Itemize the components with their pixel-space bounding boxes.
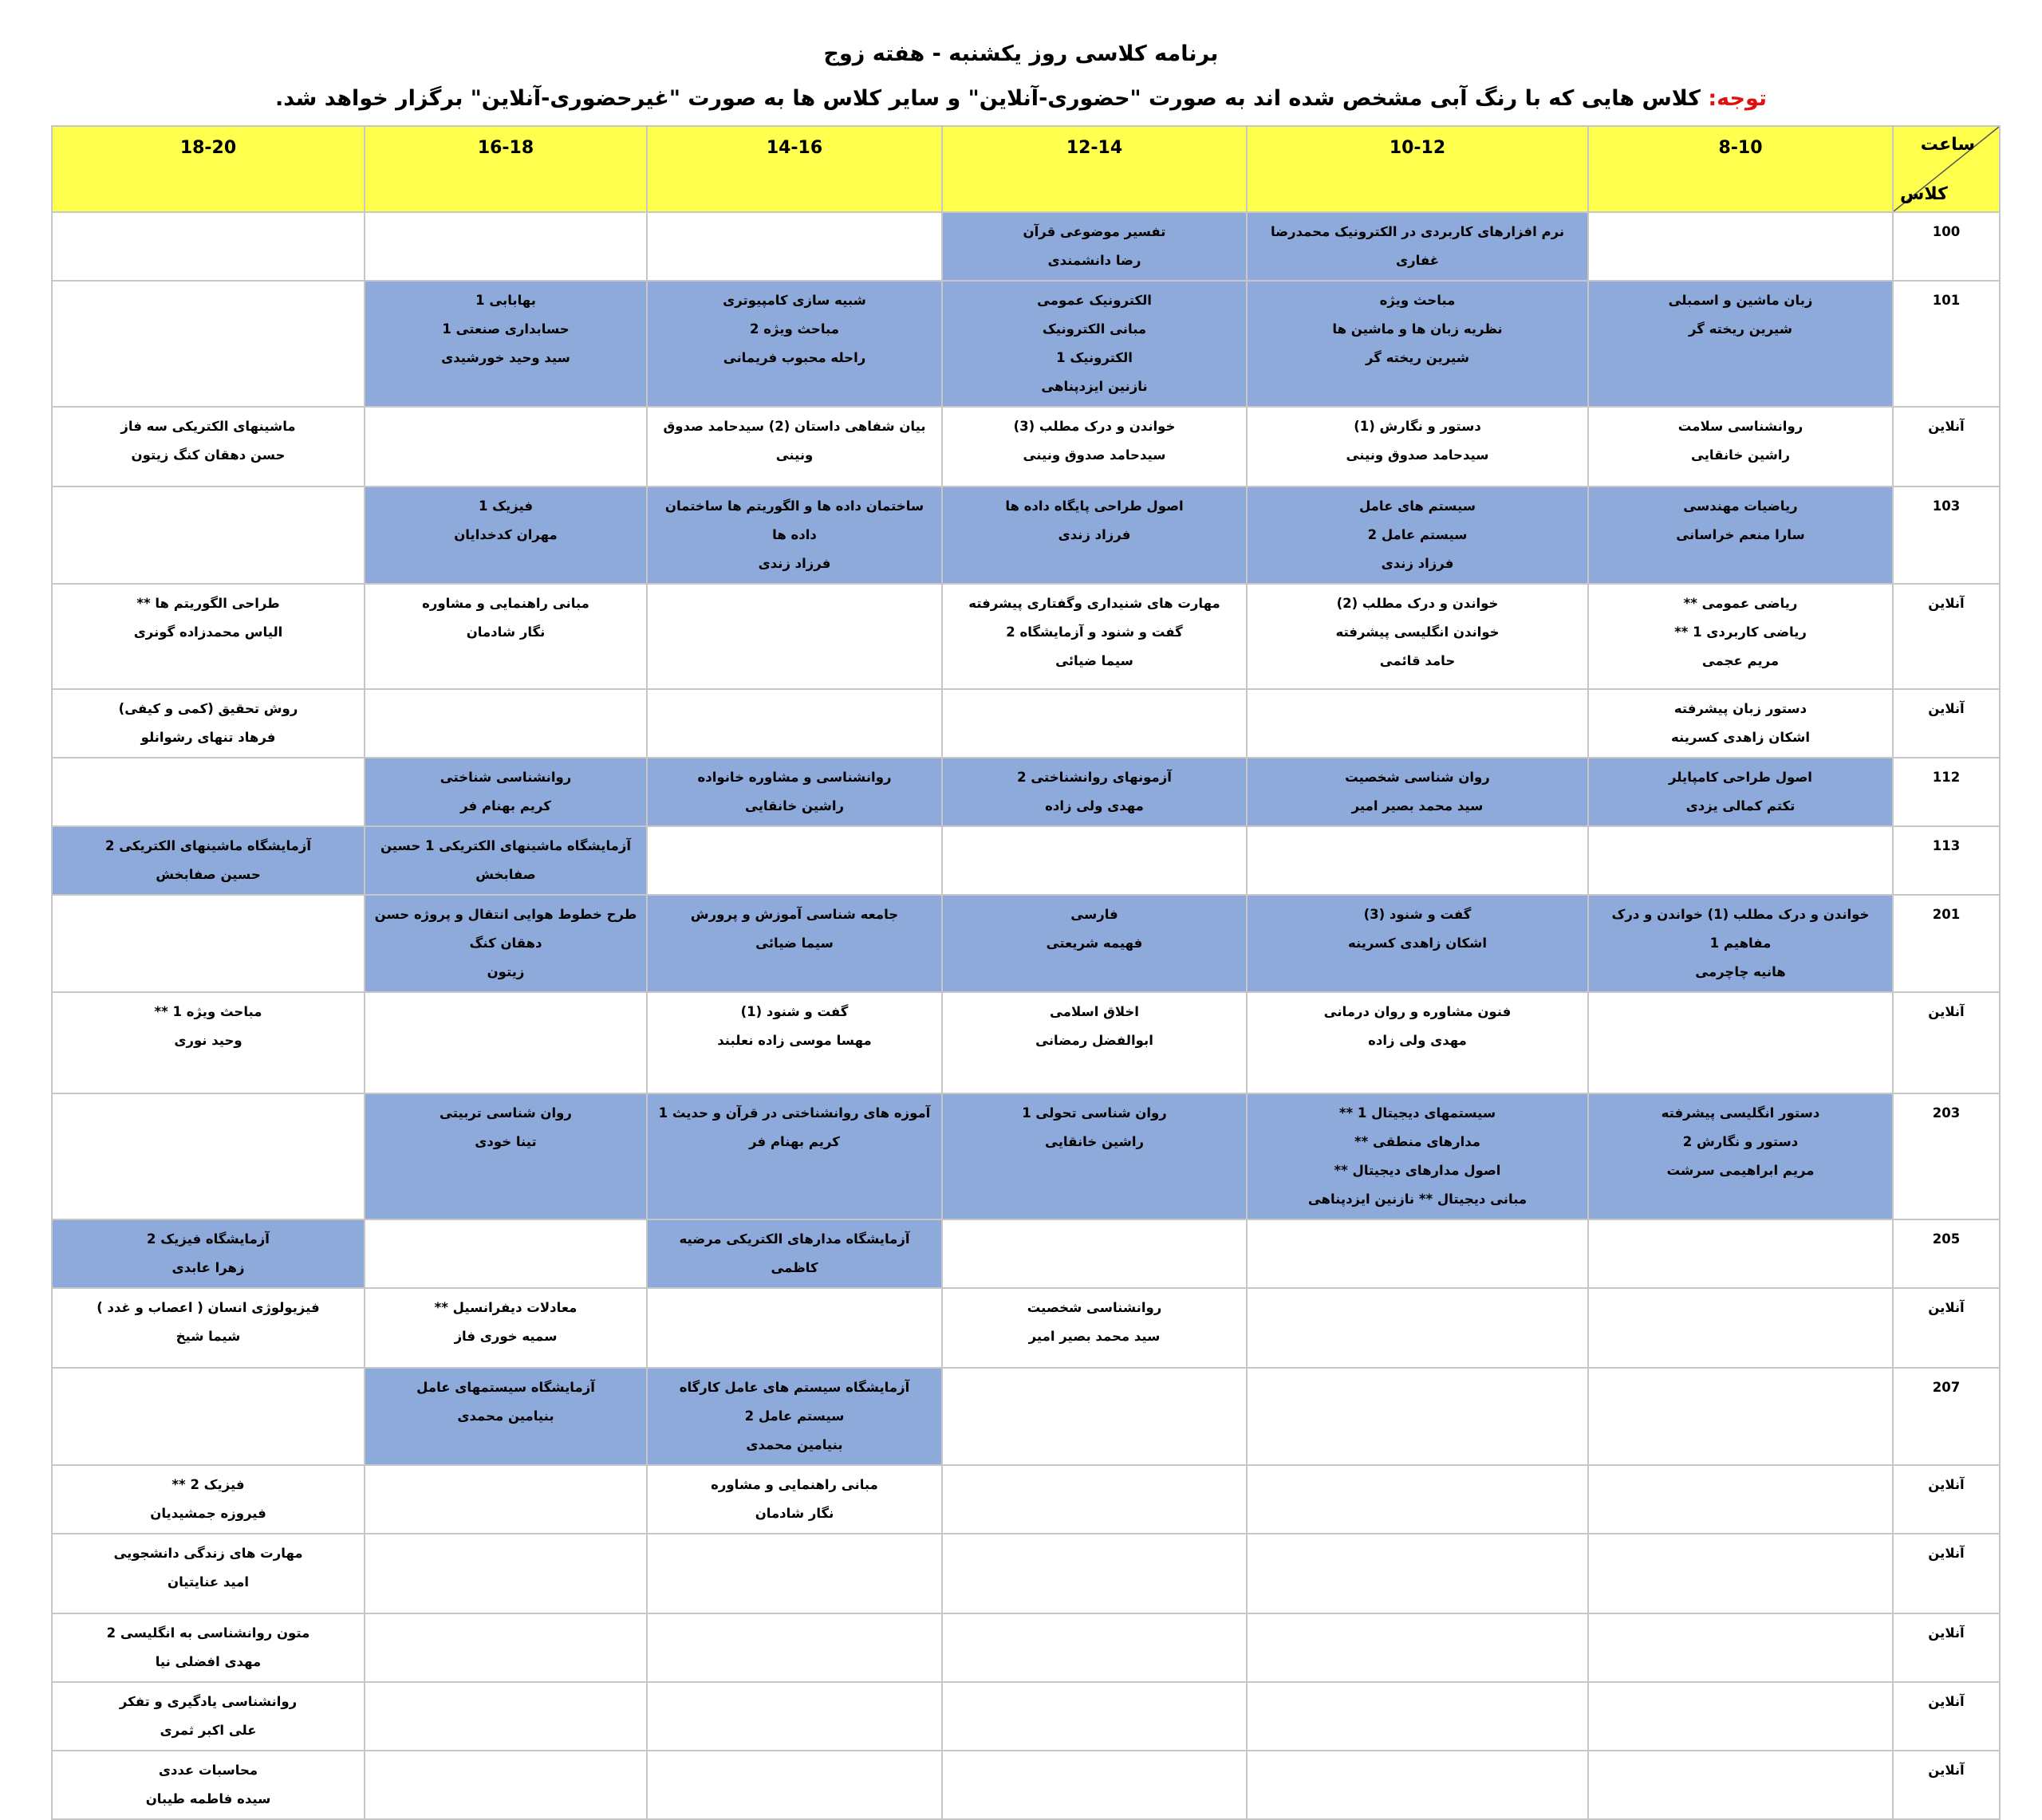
instructor-line: حسن دهقان کنگ زیتون bbox=[131, 447, 286, 463]
course-line: گفت و شنود و آزمایشگاه 2 bbox=[1006, 624, 1183, 640]
class-cell bbox=[647, 1368, 942, 1465]
course-line: اخلاق اسلامی bbox=[1050, 1004, 1139, 1019]
class-cell bbox=[365, 1465, 647, 1534]
class-cell bbox=[647, 689, 942, 758]
class-cell bbox=[1247, 1368, 1588, 1465]
instructor-line: سمیه خوری فاز bbox=[454, 1329, 558, 1344]
class-cell bbox=[365, 1751, 647, 1819]
course-line: آزمایشگاه ماشینهای الکتریکی 2 bbox=[104, 838, 312, 853]
instructor-line: فهیمه شریعتی bbox=[1046, 936, 1143, 951]
course-line: فیزیولوژی انسان ( اعصاب و غدد ) bbox=[97, 1300, 320, 1315]
instructor-line: شیما شیخ bbox=[175, 1329, 241, 1344]
course-line: روانشناسی و مشاوره خانواده bbox=[697, 770, 892, 785]
instructor-line: نگار شادمان bbox=[755, 1506, 834, 1521]
class-cell bbox=[52, 1093, 365, 1219]
class-cell bbox=[52, 689, 365, 758]
class-cell bbox=[647, 1465, 942, 1534]
class-cell bbox=[52, 1534, 365, 1613]
course-line: شبیه سازی کامپیوتری bbox=[723, 293, 866, 308]
class-cell bbox=[1247, 689, 1588, 758]
slot-header: 16-18 bbox=[365, 126, 647, 212]
room-label: آنلاین bbox=[1893, 1288, 2000, 1368]
course-line: فیزیک 2 ** bbox=[171, 1477, 245, 1492]
room-label: 205 bbox=[1893, 1219, 2000, 1288]
course-line: روان شناسی تربیتی bbox=[440, 1105, 572, 1121]
class-cell bbox=[1588, 1613, 1893, 1682]
course-line: اصول مدارهای دیجیتال ** bbox=[1334, 1163, 1501, 1178]
room-label: آنلاین bbox=[1893, 689, 2000, 758]
instructor-line: سیدحامد صدوق ونینی bbox=[1023, 447, 1166, 463]
instructor-line: سارا منعم خراسانی bbox=[1676, 527, 1805, 542]
class-cell bbox=[942, 1368, 1247, 1465]
class-cell bbox=[942, 584, 1247, 689]
schedule-row bbox=[52, 487, 2000, 584]
slot-header: 10-12 bbox=[1247, 126, 1588, 212]
schedule-row bbox=[52, 689, 2000, 758]
instructor-line: مبانی دیجیتال ** نازنین ایزدپناهی bbox=[1307, 1192, 1528, 1207]
instructor-line: اشکان زاهدی کسرینه bbox=[1347, 936, 1488, 951]
room-label: آنلاین bbox=[1893, 407, 2000, 487]
class-cell bbox=[1588, 1288, 1893, 1368]
class-cell bbox=[1247, 584, 1588, 689]
instructor-line: سید محمد بصیر امیر bbox=[1028, 1329, 1161, 1344]
class-cell bbox=[1588, 826, 1893, 895]
instructor-line: شیرین ریخته گر bbox=[1689, 321, 1792, 337]
slot-header: 12-14 bbox=[942, 126, 1247, 212]
class-cell bbox=[1588, 1368, 1893, 1465]
instructor-line: مریم ابراهیمی سرشت bbox=[1666, 1163, 1815, 1178]
course-line: فنون مشاوره و روان درمانی bbox=[1323, 1004, 1512, 1019]
class-cell bbox=[942, 1093, 1247, 1219]
course-line: طرح خطوط هوایی انتقال و پروژه حسن دهقان کنگ bbox=[374, 907, 637, 951]
class-cell bbox=[365, 407, 647, 487]
class-cell bbox=[1588, 895, 1893, 992]
header-row bbox=[52, 126, 2000, 212]
class-cell bbox=[365, 584, 647, 689]
class-cell bbox=[365, 1288, 647, 1368]
course-line: سیستمهای دیجیتال 1 ** bbox=[1338, 1105, 1496, 1121]
class-cell bbox=[365, 1368, 647, 1465]
schedule-row bbox=[52, 1465, 2000, 1534]
class-cell bbox=[647, 1613, 942, 1682]
class-cell bbox=[52, 212, 365, 281]
class-cell bbox=[1588, 758, 1893, 826]
schedule-row bbox=[52, 1368, 2000, 1465]
instructor-line: شیرین ریخته گر bbox=[1366, 350, 1469, 365]
course-line: محاسبات عددی bbox=[158, 1763, 258, 1778]
class-cell bbox=[647, 584, 942, 689]
course-line: آزمایشگاه ماشینهای الکتریکی 1 حسین صفابخش bbox=[380, 838, 632, 882]
room-label: 113 bbox=[1893, 826, 2000, 895]
instructor-line: فرزاد زندی bbox=[758, 556, 831, 571]
class-cell bbox=[365, 758, 647, 826]
instructor-line: راشین خانقایی bbox=[1045, 1134, 1144, 1149]
course-line: سیستم های عامل bbox=[1358, 498, 1476, 514]
class-cell bbox=[52, 1368, 365, 1465]
course-line: روانشناسی شخصیت bbox=[1027, 1300, 1162, 1315]
course-line: اصول طراحی کامپایلر bbox=[1669, 770, 1812, 785]
schedule-row bbox=[52, 1751, 2000, 1819]
course-line: الکترونیک عمومی bbox=[1037, 293, 1152, 308]
room-label: 100 bbox=[1893, 212, 2000, 281]
corner-hour-label: ساعت bbox=[1920, 135, 1975, 155]
class-cell bbox=[647, 1219, 942, 1288]
class-cell bbox=[1588, 1682, 1893, 1751]
instructor-line: رضا دانشمندی bbox=[1047, 253, 1141, 268]
class-cell bbox=[942, 1613, 1247, 1682]
course-line: ریاضیات مهندسی bbox=[1683, 498, 1798, 514]
course-line: نرم افزارهای کاربردی در الکترونیک محمدرضا غفاری bbox=[1270, 224, 1565, 268]
course-line: آزمایشگاه سیستمهای عامل bbox=[416, 1380, 595, 1395]
instructor-line: نگار شادمان bbox=[466, 624, 546, 640]
class-cell bbox=[942, 487, 1247, 584]
class-cell bbox=[365, 992, 647, 1093]
class-cell bbox=[942, 407, 1247, 487]
course-line: ماشینهای الکتریکی سه فاز bbox=[120, 419, 296, 434]
course-line: آزمایشگاه فیزیک 2 bbox=[147, 1231, 270, 1247]
class-cell bbox=[1588, 1093, 1893, 1219]
class-cell bbox=[647, 407, 942, 487]
instructor-line: کریم بهنام فر bbox=[460, 798, 551, 813]
class-cell bbox=[52, 895, 365, 992]
class-cell bbox=[942, 1465, 1247, 1534]
instructor-line: فرزاد زندی bbox=[1381, 556, 1454, 571]
class-cell bbox=[1247, 1465, 1588, 1534]
class-cell bbox=[942, 1219, 1247, 1288]
instructor-line: بنیامین محمدی bbox=[746, 1437, 843, 1452]
class-cell bbox=[1247, 826, 1588, 895]
schedule-row bbox=[52, 1288, 2000, 1368]
room-label: آنلاین bbox=[1893, 1534, 2000, 1613]
room-label: آنلاین bbox=[1893, 584, 2000, 689]
class-cell bbox=[1247, 407, 1588, 487]
schedule-row bbox=[52, 407, 2000, 487]
course-line: گفت و شنود (3) bbox=[1363, 907, 1472, 922]
corner-header bbox=[1893, 126, 2000, 212]
class-cell bbox=[1588, 407, 1893, 487]
instructor-line: سیدحامد صدوق ونینی bbox=[1346, 447, 1489, 463]
schedule-row bbox=[52, 895, 2000, 992]
class-cell bbox=[647, 992, 942, 1093]
room-label: آنلاین bbox=[1893, 1682, 2000, 1751]
instructor-line: سید وحید خورشیدی bbox=[441, 350, 570, 365]
class-cell bbox=[942, 689, 1247, 758]
class-cell bbox=[1247, 1534, 1588, 1613]
schedule-row bbox=[52, 212, 2000, 281]
course-line: روان شناسی شخصیت bbox=[1345, 770, 1490, 785]
class-cell bbox=[942, 992, 1247, 1093]
class-cell bbox=[52, 281, 365, 407]
class-cell bbox=[1588, 1219, 1893, 1288]
course-line: مبانی راهنمایی و مشاوره bbox=[422, 596, 589, 611]
class-cell bbox=[942, 281, 1247, 407]
course-line: مباحث ویژه 1 ** bbox=[154, 1004, 262, 1019]
notice-line bbox=[0, 86, 2042, 111]
class-cell bbox=[647, 212, 942, 281]
class-cell bbox=[1588, 1534, 1893, 1613]
class-cell bbox=[1247, 1682, 1588, 1751]
class-cell bbox=[1588, 689, 1893, 758]
room-label: 201 bbox=[1893, 895, 2000, 992]
schedule-row bbox=[52, 1682, 2000, 1751]
class-cell bbox=[647, 826, 942, 895]
room-label: 101 bbox=[1893, 281, 2000, 407]
class-cell bbox=[365, 1219, 647, 1288]
course-line: خواندن انگلیسی پیشرفته bbox=[1335, 624, 1500, 640]
schedule-row bbox=[52, 584, 2000, 689]
course-line: بیان شفاهی داستان (2) سیدحامد صدوق ونینی bbox=[663, 419, 926, 463]
course-line: آزمایشگاه مدارهای الکتریکی مرضیه کاظمی bbox=[679, 1231, 910, 1275]
class-cell bbox=[1247, 1613, 1588, 1682]
class-cell bbox=[365, 281, 647, 407]
class-cell bbox=[365, 1093, 647, 1219]
class-cell bbox=[52, 992, 365, 1093]
class-cell bbox=[647, 895, 942, 992]
course-line: روانشناسی شناختی bbox=[440, 770, 572, 785]
class-cell bbox=[52, 1613, 365, 1682]
class-cell bbox=[942, 212, 1247, 281]
notice-label: توجه: bbox=[1708, 86, 1768, 111]
class-cell bbox=[365, 689, 647, 758]
instructor-line: فرزاد زندی bbox=[1058, 527, 1131, 542]
class-cell bbox=[647, 281, 942, 407]
room-label: 207 bbox=[1893, 1368, 2000, 1465]
schedule-row bbox=[52, 1534, 2000, 1613]
class-cell bbox=[1247, 895, 1588, 992]
schedule-row bbox=[52, 992, 2000, 1093]
notice-text: کلاس هایی که با رنگ آبی مشخص شده اند به صورت "حضوری-آنلاین" و سایر کلاس ها به صورت "غیرحضوری-آنلاین" برگزار خواهد شد. bbox=[274, 86, 1709, 111]
course-line: دستور و نگارش 2 bbox=[1682, 1134, 1799, 1149]
instructor-line: بنیامین محمدی bbox=[457, 1408, 554, 1424]
slot-header: 8-10 bbox=[1588, 126, 1893, 212]
class-cell bbox=[52, 826, 365, 895]
slot-header: 18-20 bbox=[52, 126, 365, 212]
room-label: آنلاین bbox=[1893, 992, 2000, 1093]
class-cell bbox=[52, 584, 365, 689]
instructor-line: راشین خانقایی bbox=[1691, 447, 1790, 463]
course-line: آزمایشگاه سیستم های عامل کارگاه سیستم عامل 2 bbox=[679, 1380, 910, 1424]
class-cell bbox=[942, 1682, 1247, 1751]
class-cell bbox=[1247, 758, 1588, 826]
course-line: خواندن و درک مطلب (1) خواندن و درک مفاهیم 1 bbox=[1611, 907, 1870, 951]
class-cell bbox=[1247, 1093, 1588, 1219]
schedule-table bbox=[51, 125, 2001, 1820]
course-line: تفسیر موضوعی قرآن bbox=[1023, 224, 1166, 239]
course-line: نظریه زبان ها و ماشین ها bbox=[1332, 321, 1503, 337]
course-line: معادلات دیفرانسیل ** bbox=[434, 1300, 578, 1315]
course-line: الکترونیک 1 bbox=[1056, 350, 1133, 365]
room-label: آنلاین bbox=[1893, 1751, 2000, 1819]
room-label: 103 bbox=[1893, 487, 2000, 584]
course-line: آزمونهای روانشناختی 2 bbox=[1017, 770, 1172, 785]
course-line: دستور انگلیسی پیشرفته bbox=[1661, 1105, 1820, 1121]
instructor-line: وحید نوری bbox=[174, 1033, 242, 1048]
course-line: سیستم عامل 2 bbox=[1367, 527, 1468, 542]
class-cell bbox=[942, 826, 1247, 895]
class-cell bbox=[1247, 1219, 1588, 1288]
class-cell bbox=[365, 1534, 647, 1613]
class-cell bbox=[52, 1219, 365, 1288]
class-cell bbox=[1247, 212, 1588, 281]
instructor-line: تکتم کمالی یزدی bbox=[1685, 798, 1796, 813]
course-line: روان شناسی تحولی 1 bbox=[1022, 1105, 1167, 1121]
instructor-line: راحله محبوب فریمانی bbox=[723, 350, 866, 365]
schedule-body bbox=[52, 212, 2000, 1819]
class-cell bbox=[1247, 1751, 1588, 1819]
class-cell bbox=[52, 1751, 365, 1819]
class-cell bbox=[942, 1288, 1247, 1368]
instructor-line: حامد قائمی bbox=[1379, 653, 1456, 668]
class-cell bbox=[52, 1682, 365, 1751]
room-label: آنلاین bbox=[1893, 1465, 2000, 1534]
instructor-line: حسین صفابخش bbox=[156, 867, 261, 882]
class-cell bbox=[647, 1288, 942, 1368]
schedule-row bbox=[52, 281, 2000, 407]
instructor-line: امید عنایتیان bbox=[167, 1574, 250, 1590]
class-cell bbox=[52, 487, 365, 584]
schedule-row bbox=[52, 826, 2000, 895]
schedule-row bbox=[52, 1093, 2000, 1219]
class-cell bbox=[52, 758, 365, 826]
course-line: ساختمان داده ها و الگوریتم ها ساختمان داده ها bbox=[664, 498, 924, 542]
class-cell bbox=[1247, 992, 1588, 1093]
class-cell bbox=[365, 1613, 647, 1682]
class-cell bbox=[1588, 992, 1893, 1093]
class-cell bbox=[1247, 1288, 1588, 1368]
course-line: دستور و نگارش (1) bbox=[1354, 419, 1481, 434]
instructor-line: فرهاد تنهای رشوانلو bbox=[140, 730, 276, 745]
course-line: مباحث ویژه bbox=[1379, 293, 1456, 308]
instructor-line: مهدی ولی زاده bbox=[1368, 1033, 1467, 1048]
instructor-line: زیتون bbox=[487, 964, 525, 979]
schedule-row bbox=[52, 758, 2000, 826]
course-line: اصول طراحی پایگاه داده ها bbox=[1005, 498, 1184, 514]
class-cell bbox=[1247, 487, 1588, 584]
class-cell bbox=[647, 1093, 942, 1219]
class-cell bbox=[365, 895, 647, 992]
class-cell bbox=[365, 1682, 647, 1751]
instructor-line: سیما ضیائی bbox=[1055, 653, 1133, 668]
instructor-line: راشین خانقایی bbox=[745, 798, 844, 813]
course-line: دستور زبان پیشرفته bbox=[1673, 701, 1807, 716]
class-cell bbox=[1588, 212, 1893, 281]
course-line: آموزه های روانشناختی در قرآن و حدیث 1 bbox=[658, 1105, 931, 1121]
instructor-line: هانیه چاچرمی bbox=[1695, 964, 1786, 979]
room-label: 112 bbox=[1893, 758, 2000, 826]
class-cell bbox=[52, 407, 365, 487]
class-cell bbox=[942, 895, 1247, 992]
course-line: مبانی راهنمایی و مشاوره bbox=[711, 1477, 878, 1492]
instructor-line: سیده فاطمه طیبان bbox=[145, 1791, 271, 1806]
instructor-line: مریم عجمی bbox=[1701, 653, 1780, 668]
instructor-line: زهرا عابدی bbox=[171, 1260, 245, 1275]
course-line: مهارت های شنیداری وگفتاری پیشرفته bbox=[968, 596, 1220, 611]
course-line: مباحث ویژه 2 bbox=[750, 321, 839, 337]
course-line: طراحی الگوریتم ها ** bbox=[136, 596, 280, 611]
course-line: ریاضی عمومی ** bbox=[1683, 596, 1798, 611]
course-line: گفت و شنود (1) bbox=[740, 1004, 849, 1019]
schedule-row bbox=[52, 1219, 2000, 1288]
instructor-line: سید محمد بصیر امیر bbox=[1351, 798, 1484, 813]
course-line: روش تحقیق (کمی و کیفی) bbox=[118, 701, 298, 716]
course-line: روانشناسی یادگیری و تفکر bbox=[119, 1694, 298, 1709]
instructor-line: الیاس محمدزاده گونری bbox=[133, 624, 283, 640]
instructor-line: نازنین ایزدپناهی bbox=[1041, 379, 1148, 394]
course-line: ریاضی کاربردی 1 ** bbox=[1674, 624, 1807, 640]
instructor-line: مهدی افضلی نیا bbox=[155, 1654, 262, 1669]
instructor-line: کریم بهنام فر bbox=[749, 1134, 840, 1149]
page-title: برنامه کلاسی روز یکشنبه - هفته زوج bbox=[823, 41, 1219, 66]
course-line: فیزیک 1 bbox=[478, 498, 534, 514]
class-cell bbox=[942, 1534, 1247, 1613]
class-cell bbox=[647, 487, 942, 584]
class-cell bbox=[365, 826, 647, 895]
course-line: بهابابی 1 bbox=[475, 293, 536, 308]
course-line: زبان ماشین و اسمبلی bbox=[1668, 293, 1813, 308]
class-cell bbox=[52, 1465, 365, 1534]
class-cell bbox=[1588, 584, 1893, 689]
instructor-line: علی اکبر ثمری bbox=[160, 1723, 257, 1738]
class-cell bbox=[647, 1682, 942, 1751]
schedule-row bbox=[52, 1613, 2000, 1682]
class-cell bbox=[942, 1751, 1247, 1819]
room-label: 203 bbox=[1893, 1093, 2000, 1219]
instructor-line: مهدی ولی زاده bbox=[1045, 798, 1144, 813]
instructor-line: مهسا موسی زاده نعلبند bbox=[717, 1033, 872, 1048]
course-line: حسابداری صنعتی 1 bbox=[442, 321, 570, 337]
class-cell bbox=[1247, 281, 1588, 407]
instructor-line: فیروزه جمشیدیان bbox=[150, 1506, 266, 1521]
class-cell bbox=[1588, 1465, 1893, 1534]
course-line: مهارت های زندگی دانشجویی bbox=[113, 1546, 303, 1561]
slot-header: 14-16 bbox=[647, 126, 942, 212]
class-cell bbox=[647, 1751, 942, 1819]
class-cell bbox=[942, 758, 1247, 826]
course-line: فارسی bbox=[1070, 907, 1118, 922]
course-line: روانشناسی سلامت bbox=[1677, 419, 1804, 434]
course-line: خواندن و درک مطلب (3) bbox=[1013, 419, 1176, 434]
class-cell bbox=[365, 212, 647, 281]
instructor-line: سیما ضیائی bbox=[755, 936, 834, 951]
course-line: مبانی الکترونیک bbox=[1042, 321, 1147, 337]
class-cell bbox=[647, 758, 942, 826]
course-line: خواندن و درک مطلب (2) bbox=[1336, 596, 1499, 611]
course-line: جامعه شناسی آموزش و پرورش bbox=[690, 907, 899, 922]
instructor-line: تینا خودی bbox=[475, 1134, 537, 1149]
instructor-line: ابوالفضل رمضانی bbox=[1035, 1033, 1153, 1048]
class-cell bbox=[365, 487, 647, 584]
class-cell bbox=[1588, 487, 1893, 584]
class-cell bbox=[1588, 281, 1893, 407]
instructor-line: اشکان زاهدی کسرینه bbox=[1670, 730, 1811, 745]
course-line: مدارهای منطقی ** bbox=[1354, 1134, 1480, 1149]
room-label: آنلاین bbox=[1893, 1613, 2000, 1682]
class-cell bbox=[52, 1288, 365, 1368]
instructor-line: مهران کدخدایان bbox=[454, 527, 558, 542]
course-line: متون روانشناسی به انگلیسی 2 bbox=[106, 1625, 310, 1641]
corner-class-label: کلاس bbox=[1900, 184, 1948, 204]
class-cell bbox=[647, 1534, 942, 1613]
class-cell bbox=[1588, 1751, 1893, 1819]
